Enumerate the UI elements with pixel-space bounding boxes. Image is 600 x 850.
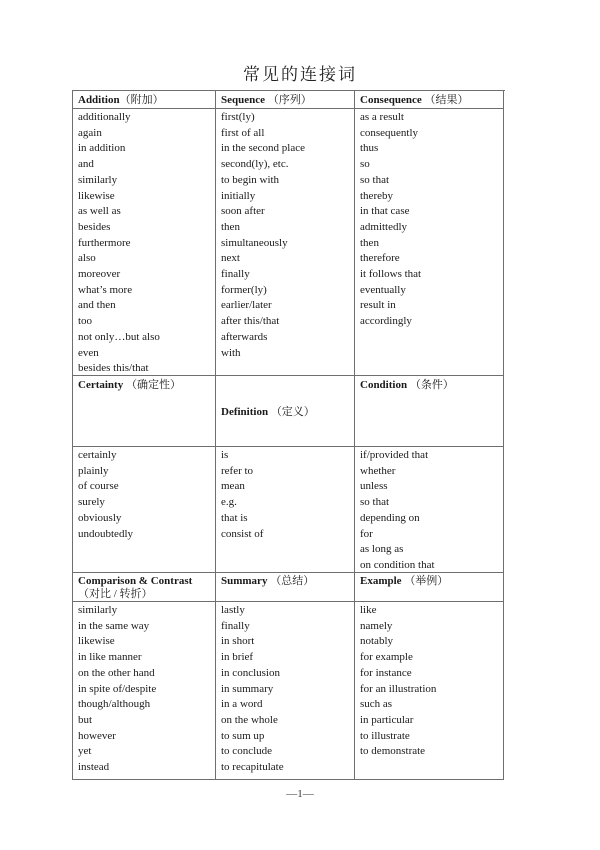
header-row-certainty-definition-condition: [73, 376, 505, 447]
condition-word-list: [355, 447, 504, 573]
word-item: yet: [78, 745, 92, 758]
word-item: then: [221, 220, 240, 233]
word-item: thereby: [360, 189, 393, 202]
word-item: former(ly): [221, 283, 267, 296]
word-item: besides this/that: [78, 362, 149, 375]
word-item: notably: [360, 635, 393, 648]
word-item: to illustrate: [360, 729, 410, 742]
header-cell-example: [355, 573, 504, 602]
word-item: to sum up: [221, 729, 265, 742]
word-item: eventually: [360, 283, 406, 296]
word-item: admittedly: [360, 220, 408, 233]
summary-word-list: [216, 602, 355, 780]
word-item: though/although: [78, 698, 151, 711]
word-item: e.g.: [221, 496, 237, 509]
word-item: afterwards: [221, 330, 268, 343]
word-item: in summary: [221, 682, 274, 695]
header-row-comparison-summary-example: [73, 573, 505, 602]
word-item: first(ly): [221, 111, 255, 123]
header-cell-comparison-contrast: [73, 573, 216, 602]
word-item: if/provided that: [360, 449, 429, 461]
word-item: consequently: [360, 126, 419, 139]
header-label-zh: （结果）: [421, 94, 469, 106]
word-item: in like manner: [78, 651, 142, 664]
word-item: for an illustration: [360, 682, 437, 695]
word-item: for: [360, 527, 373, 540]
word-item: then: [360, 236, 379, 249]
header-row-addition-sequence-consequence: [73, 91, 505, 109]
word-item: like: [360, 604, 377, 616]
word-item: on the other hand: [78, 666, 155, 679]
header-label-en: Sequence: [221, 94, 265, 106]
word-item: what’s more: [78, 283, 133, 296]
consequence-word-list: [355, 109, 504, 376]
header-label-zh: （条件）: [407, 379, 454, 391]
page-title: 常见的连接词: [243, 65, 357, 84]
word-item: unless: [360, 480, 388, 493]
word-item: namely: [360, 619, 393, 632]
word-item: whether: [360, 464, 396, 477]
header-label-en: Consequence: [360, 94, 422, 106]
header-label-zh: （对比 / 转折）: [78, 588, 153, 600]
header-cell-sequence: [216, 91, 355, 109]
content-row-2: [73, 447, 505, 573]
word-item: so that: [360, 496, 390, 509]
word-item: mean: [221, 480, 245, 493]
word-item: soon after: [221, 205, 265, 218]
word-item: to begin with: [221, 173, 280, 186]
word-item: as well as: [78, 205, 121, 218]
word-item: in spite of/despite: [78, 682, 157, 695]
word-item: that is: [221, 511, 248, 524]
word-item: initially: [221, 189, 256, 202]
word-item: so that: [360, 173, 390, 186]
word-item: in the same way: [78, 619, 150, 632]
header-label-en: Condition: [360, 379, 408, 391]
content-row-1: [73, 109, 505, 376]
word-item: so: [360, 158, 370, 171]
header-label-zh: （附加）: [119, 94, 164, 106]
word-item: undoubtedly: [78, 527, 133, 540]
word-item: in conclusion: [221, 666, 280, 679]
example-word-list: [355, 602, 504, 780]
header-label-en: Definition: [221, 406, 269, 418]
addition-word-list: [73, 109, 216, 376]
word-item: surely: [78, 496, 105, 509]
word-item: in the second place: [221, 142, 305, 155]
header-cell-condition: [355, 376, 504, 447]
word-item: earlier/later: [221, 299, 272, 312]
certainty-word-list: [73, 447, 216, 573]
word-item: lastly: [221, 604, 245, 616]
word-item: for instance: [360, 666, 412, 679]
header-cell-consequence: [355, 91, 504, 109]
word-item: instead: [78, 761, 110, 774]
header-label-zh: （定义）: [268, 406, 315, 418]
word-item: next: [221, 252, 240, 265]
header-cell-summary: [216, 573, 355, 602]
word-item: as long as: [360, 543, 404, 556]
header-label-zh: （确定性）: [123, 379, 181, 391]
word-item: simultaneously: [221, 236, 288, 249]
word-item: likewise: [78, 635, 115, 648]
word-item: is: [221, 449, 229, 461]
word-item: but: [78, 713, 93, 726]
word-item: not only…but also: [78, 330, 160, 343]
word-item: after this/that: [221, 315, 280, 328]
header-label-zh: （总结）: [267, 575, 315, 587]
word-item: finally: [221, 619, 250, 632]
header-cell-addition: [73, 91, 216, 109]
connectives-table: [72, 90, 505, 780]
word-item: first of all: [221, 126, 265, 139]
word-item: second(ly), etc.: [221, 158, 289, 171]
word-item: and then: [78, 299, 116, 312]
word-item: accordingly: [360, 315, 412, 328]
word-item: too: [78, 315, 93, 328]
word-item: additionally: [78, 111, 131, 123]
word-item: on the whole: [221, 713, 278, 726]
word-item: certainly: [78, 449, 117, 461]
word-item: however: [78, 729, 116, 742]
header-label-zh: （序列）: [265, 94, 312, 106]
word-item: in short: [221, 635, 255, 648]
word-item: finally: [221, 268, 250, 281]
word-item: to conclude: [221, 745, 273, 758]
header-label-en: Certainty: [78, 379, 124, 391]
header-label-en: Addition: [78, 94, 120, 106]
word-item: result in: [360, 299, 396, 312]
header-label-en: Example: [360, 575, 402, 587]
comparison-word-list: [73, 602, 216, 780]
word-item: of course: [78, 480, 119, 493]
word-item: it follows that: [360, 268, 422, 281]
header-label-zh: （举例）: [401, 575, 449, 587]
word-item: in brief: [221, 651, 254, 664]
word-item: even: [78, 346, 99, 359]
word-item: to recapitulate: [221, 761, 284, 774]
word-item: therefore: [360, 252, 400, 265]
word-item: again: [78, 126, 102, 139]
word-item: consist of: [221, 527, 264, 540]
header-cell-definition: [216, 376, 355, 447]
word-item: in a word: [221, 698, 263, 711]
sequence-word-list: [216, 109, 355, 376]
word-item: moreover: [78, 268, 121, 281]
word-item: in particular: [360, 713, 414, 726]
word-item: for example: [360, 651, 413, 664]
header-label-en: Comparison & Contrast: [78, 575, 193, 587]
word-item: with: [221, 346, 241, 359]
word-item: similarly: [78, 604, 118, 616]
word-item: on condition that: [360, 558, 435, 571]
word-item: thus: [360, 142, 379, 155]
word-item: similarly: [78, 173, 118, 186]
word-item: in addition: [78, 142, 126, 155]
word-item: such as: [360, 698, 393, 711]
word-item: in that case: [360, 205, 410, 218]
word-item: besides: [78, 220, 111, 233]
word-item: depending on: [360, 511, 420, 524]
page-number: —1—: [286, 788, 314, 800]
word-item: also: [78, 252, 96, 265]
header-label-en: Summary: [221, 575, 268, 587]
word-item: as a result: [360, 111, 404, 123]
word-item: obviously: [78, 511, 122, 524]
content-row-3: [73, 602, 505, 780]
word-item: and: [78, 158, 94, 171]
word-item: likewise: [78, 189, 115, 202]
word-item: to demonstrate: [360, 745, 426, 758]
definition-word-list: [216, 447, 355, 573]
word-item: plainly: [78, 464, 109, 477]
word-item: furthermore: [78, 236, 131, 249]
header-cell-certainty: [73, 376, 216, 447]
word-item: refer to: [221, 464, 254, 477]
